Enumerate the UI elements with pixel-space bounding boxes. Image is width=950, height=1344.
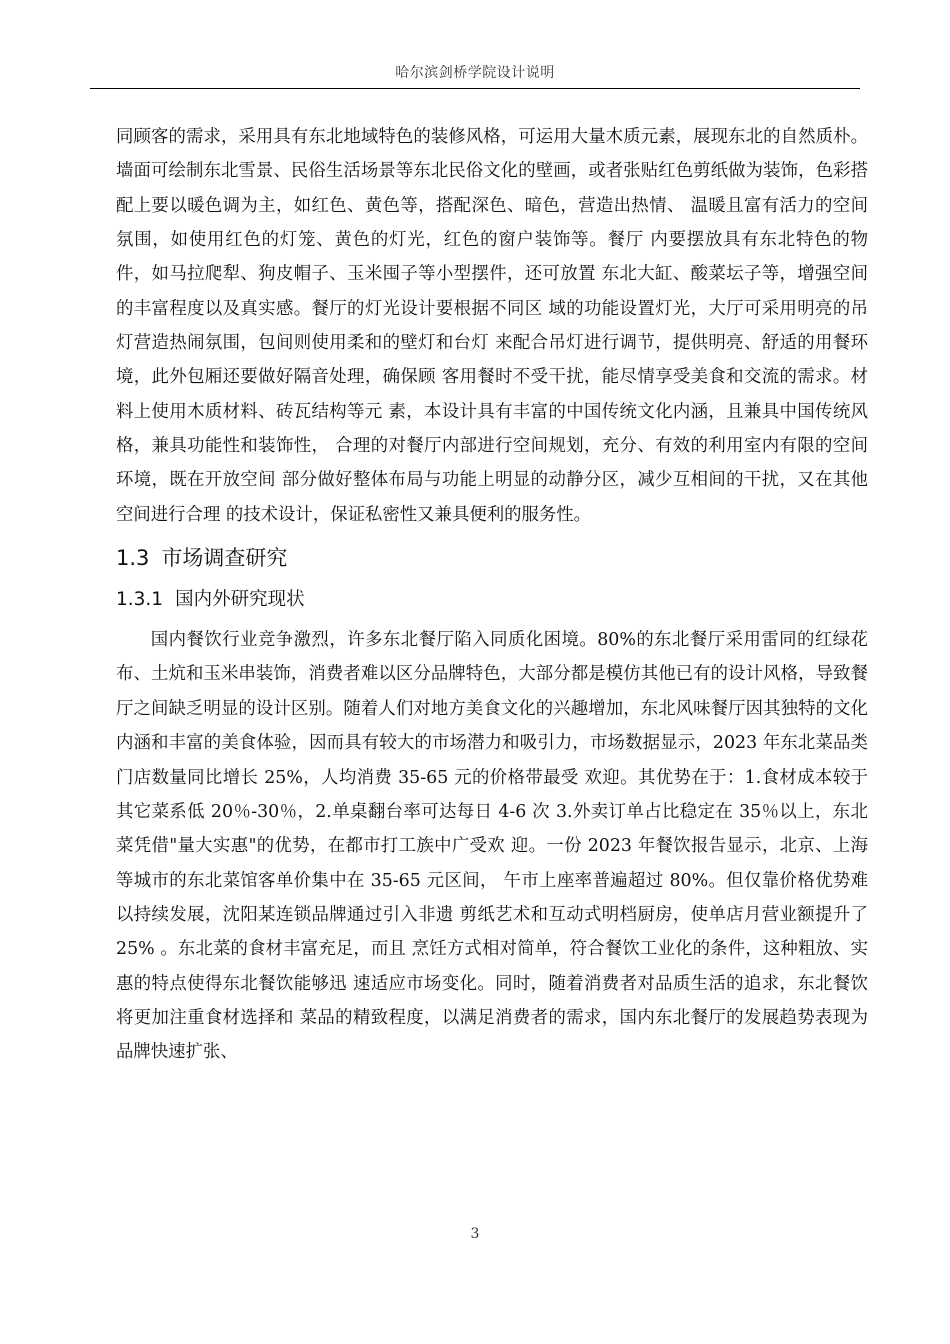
- page-number: 3: [470, 1226, 480, 1242]
- page-header-title: 哈尔滨剑桥学院设计说明: [395, 65, 555, 81]
- subsection-number: 1.3.1: [116, 589, 164, 611]
- header-divider: [90, 88, 860, 89]
- document-body: [116, 120, 868, 1070]
- section-title: 市场调查研究: [161, 546, 288, 571]
- section-number: 1.3: [116, 546, 150, 571]
- subsection-title: 国内外研究现状: [175, 589, 305, 611]
- subsection-heading: [116, 586, 868, 614]
- section-heading: [116, 543, 868, 573]
- body-paragraph: 同顾客的需求，采用具有东北地域特色的装修风格，可运用大量木质元素，展现东北的自然质朴。墙面可绘制东北雪景、民俗生活场景等东北民俗文化的壁画，或者张贴红色剪纸做为装饰，色彩搭配上要以暖色调为主，如红色、黄色等，搭配深色、暗色，营造出热情、 温暖且富有活力的空间氛围，如使用红色的灯笼、黄色的灯光，红色的窗户装饰等。餐厅 内要摆放具有东北特色的物件，如马拉爬犁、狗皮帽子、玉米囤子等小型摆件，还可放置 东北大缸、酸菜坛子等，增强空间的丰富程度以及真实感。餐厅的灯光设计要根据不同区 域的功能设置灯光，大厅可采用明亮的吊灯营造热闹氛围，包间则使用柔和的壁灯和台灯 来配合吊灯进行调节，提供明亮、舒适的用餐环境，此外包厢还要做好隔音处理，确保顾 客用餐时不受干扰，能尽情享受美食和交流的需求。材料上使用木质材料、砖瓦结构等元 素，本设计具有丰富的中国传统文化内涵，且兼具中国传统风格，兼具功能性和装饰性， 合理的对餐厅内部进行空间规划，充分、有效的利用室内有限的空间环境，既在开放空间 部分做好整体布局与功能上明显的动静分区，减少互相间的干扰，又在其他空间进行合理 的技术设计，保证私密性又兼具便利的服务性。: [116, 127, 868, 525]
- body-paragraph: 国内餐饮行业竞争激烈，许多东北餐厅陷入同质化困境。80%的东北餐厅采用雷同的红绿花布、土炕和玉米串装饰，消费者难以区分品牌特色，大部分都是模仿其他已有的设计风格，导致餐厅之间缺乏明显的设计区别。随着人们对地方美食文化的兴趣增加，东北风味餐厅因其独特的文化内涵和丰富的美食体验，因而具有较大的市场潜力和吸引力，市场数据显示，2023 年东北菜品类门店数量同比增长 25%，人均消费 35-65 元的价格带最受 欢迎。其优势在于：1.食材成本较于其它菜系低 20％-30％，2.单桌翻台率可达每日 4-6 次 3.外卖订单占比稳定在 35％以上，东北菜凭借"量大实惠"的优势，在都市打工族中广受欢 迎。一份 2023 年餐饮报告显示，北京、上海等城市的东北菜馆客单价集中在 35-65 元区间， 午市上座率普遍超过 80%。但仅靠价格优势难以持续发展，沈阳某连锁品牌通过引入非遗 剪纸艺术和互动式明档厨房，使单店月营业额提升了 25% 。东北菜的食材丰富充足，而且 烹饪方式相对简单，符合餐饮工业化的条件，这种粗放、实惠的特点使得东北餐饮能够迅 速适应市场变化。同时，随着消费者对品质生活的追求，东北餐饮将更加注重食材选择和 菜品的精致程度，以满足消费者的需求，国内东北餐厅的发展趋势表现为品牌快速扩张、: [116, 630, 868, 1063]
